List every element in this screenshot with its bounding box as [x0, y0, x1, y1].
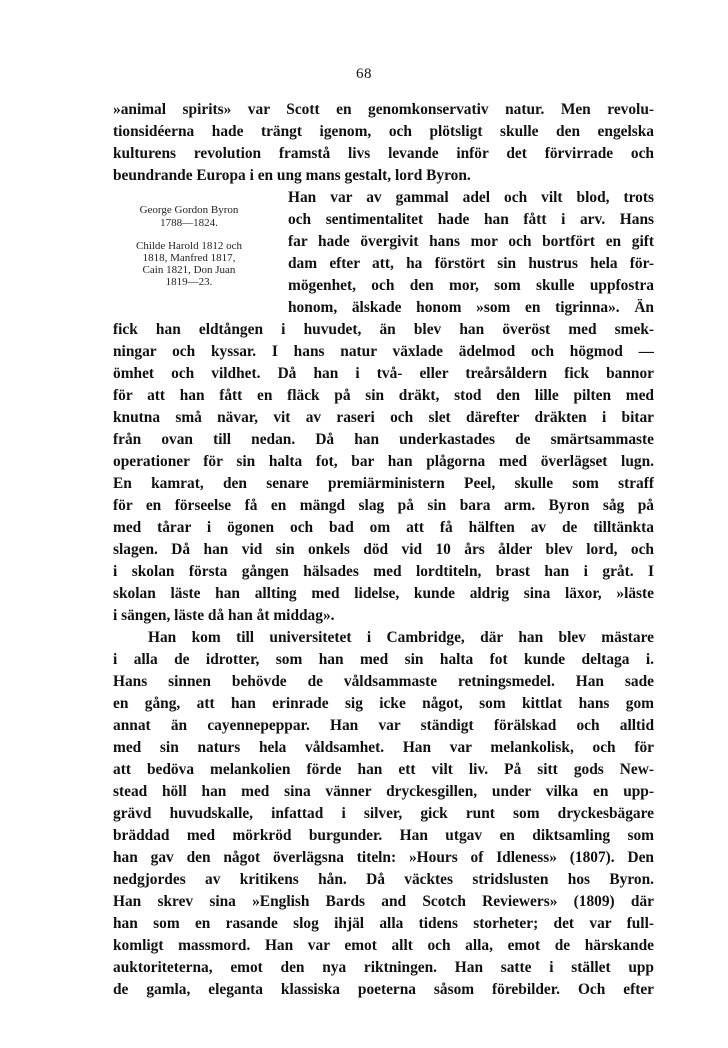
- margin-note-works-4: 1819—23.: [165, 276, 213, 288]
- text-line: i skolan första gången hälsades med lordtiteln, brast han i gråt. I: [113, 563, 654, 580]
- text-line: ömhet och vildhet. Då han i två- eller treårsåldern fick bannor: [113, 365, 654, 382]
- text-line: mögenhet, och den mor, som skulle uppfostra: [288, 277, 654, 294]
- text-line: komligt massmord. Han var emot allt och alla, emot de härskande: [113, 937, 654, 954]
- text-line: annat än cayennepeppar. Han var ständigt förälskad och alltid: [113, 717, 654, 734]
- text-line: de gamla, eleganta klassiska poeterna såsom förebilder. Och efter: [113, 981, 654, 998]
- text-line: bräddad med mörkröd burgunder. Han utgav en diktsamling som: [113, 827, 654, 844]
- text-line: »animal spirits» var Scott en genomkonservativ natur. Men revolu-: [113, 101, 654, 118]
- margin-note-works-2: 1818, Manfred 1817,: [142, 252, 236, 264]
- text-line: Hans sinnen behövde de våldsammaste retningsmedel. Han sade: [113, 673, 654, 690]
- text-line: att bedöva melankolien förde han ett vilt liv. På sitt gods New-: [113, 761, 654, 778]
- text-line: fick han eldtången i huvudet, än blev han överöst med smek-: [113, 321, 654, 338]
- text-line: En kamrat, den senare premiärministern Peel, skulle som straff: [113, 475, 654, 492]
- text-line: Han kom till universitetet i Cambridge, där han blev mästare: [148, 629, 654, 646]
- text-line: slagen. Då han vid sin onkels död vid 10 års ålder blev lord, och: [113, 541, 654, 558]
- text-line: operationer för sin halta fot, bar han plågorna med överlägset lugn.: [113, 453, 654, 470]
- text-line: grävd huvudskalle, infattad i silver, gick runt som dryckesbägare: [113, 805, 654, 822]
- text-line: kulturens revolution framstå livs levande inför det förvirrade och: [113, 145, 654, 162]
- text-line: tionsidéerna hade trängt igenom, och plötsligt skulle den engelska: [113, 123, 654, 140]
- text-line: han gav den något överlägsna titeln: »Hours of Idleness» (1807). Den: [113, 849, 654, 866]
- margin-note-works-3: Cain 1821, Don Juan: [142, 264, 236, 276]
- text-line: i alla de idrotter, som han med sin halta fot kunde deltaga i.: [113, 651, 654, 668]
- text-line: nedgjordes av kritikens hån. Då väcktes stridslusten hos Byron.: [113, 871, 654, 888]
- text-line: en gång, att han erinrade sig icke något, som kittlat hans gom: [113, 695, 654, 712]
- text-line: auktoriteterna, emot den nya riktningen. Han satte i stället upp: [113, 959, 654, 976]
- text-line: knutna små nävar, vit av raseri och slet därefter dräkten i bitar: [113, 409, 654, 426]
- text-line: skolan läste han allting med lidelse, kunde aldrig sina läxor, »läste: [113, 585, 654, 602]
- text-line: dam efter att, ha förstört sin hustrus hela för-: [288, 255, 654, 272]
- text-line: Han var av gammal adel och vilt blod, trots: [288, 189, 654, 206]
- text-line: med sin naturs hela våldsamhet. Han var melankolisk, och för: [113, 739, 654, 756]
- text-line: honom, älskade honom »som en tigrinna». Än: [288, 299, 654, 316]
- text-line: han som en rasande slog ihjäl alla tidens storheter; det var full-: [113, 915, 654, 932]
- text-line: för en förseelse få en mängd slag på sin bara arm. Byron såg på: [113, 497, 654, 514]
- text-line: Han skrev sina »English Bards and Scotch Reviewers» (1809) där: [113, 893, 654, 910]
- text-line: ningar och kyssar. I hans natur växlade ädelmod och högmod —: [113, 343, 654, 360]
- page-number: 68: [356, 66, 372, 82]
- text-line: far hade övergivit hans mor och bortfört en gift: [288, 233, 654, 250]
- margin-note-works-1: Childe Harold 1812 och: [135, 240, 242, 252]
- margin-note-name: George Gordon Byron: [139, 204, 239, 216]
- text-line: med tårar i ögonen och bad om att få hälften av de tilltänkta: [113, 519, 654, 536]
- text-line: beundrande Europa i en ung mans gestalt, lord Byron.: [113, 167, 471, 184]
- text-line: och sentimentalitet hade han fått i arv. Hans: [288, 211, 654, 228]
- text-line: i sängen, läste då han åt middag».: [113, 607, 335, 624]
- margin-note-years: 1788—1824.: [160, 217, 218, 229]
- text-line: stead höll han med sina vänner dryckesgillen, under vilka en upp-: [113, 783, 654, 800]
- text-line: från ovan till nedan. Då han underkastades de smärtsammaste: [113, 431, 654, 448]
- text-line: för att han fått en fläck på sin dräkt, stod den lille pilten med: [113, 387, 654, 404]
